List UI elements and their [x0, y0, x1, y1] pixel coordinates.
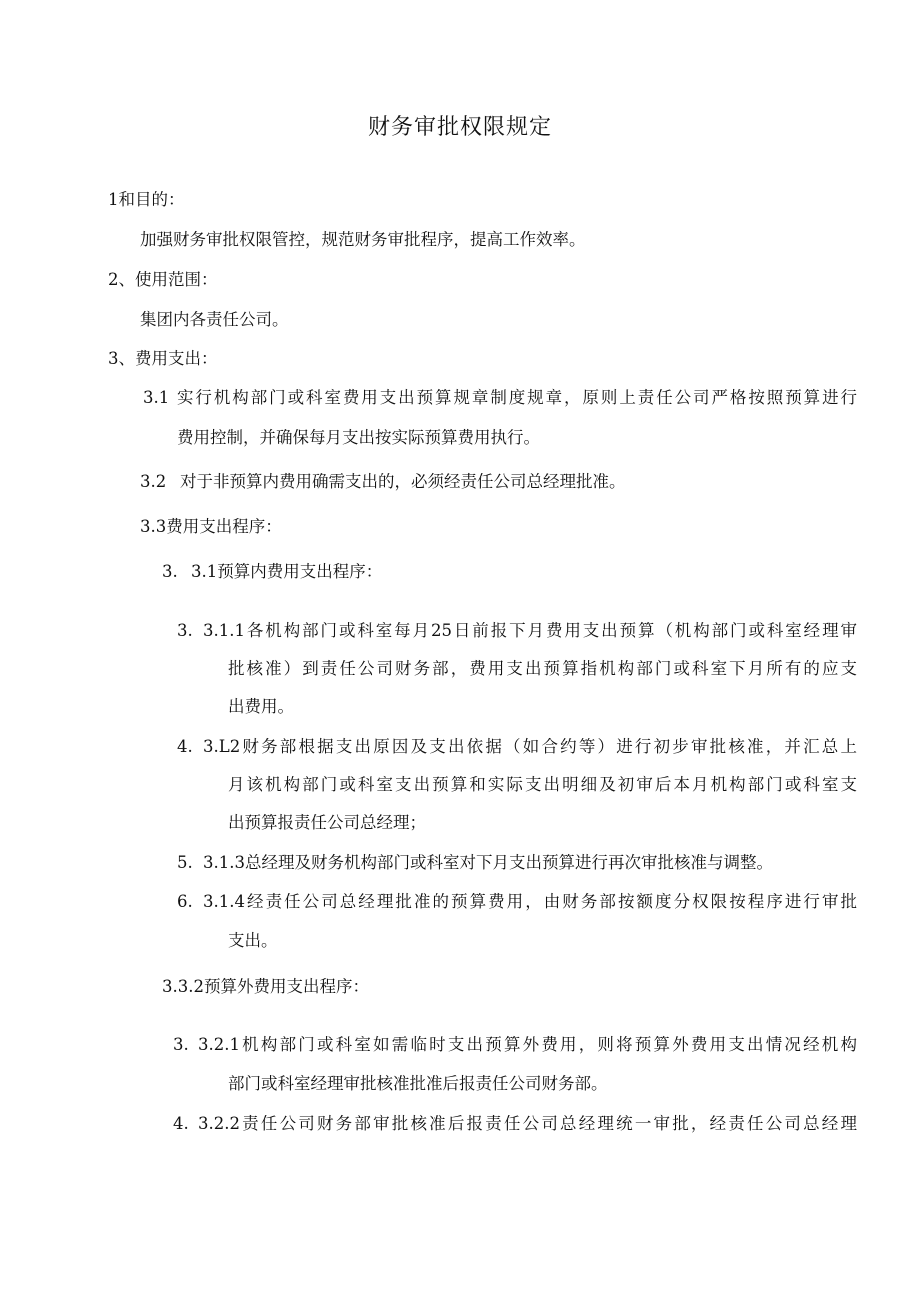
- item-3-1-4-number: 6.: [177, 892, 193, 911]
- item-3-1-1-number: 3.: [177, 621, 193, 640]
- item-3-2-2-number: 4.: [173, 1114, 189, 1133]
- item-3-2-1-line-2: 部门或科室经理审批核准批准后报责任公司财务部。: [228, 1074, 608, 1093]
- section-1-heading: 1和目的：: [108, 190, 185, 209]
- section-1-body: 加强财务审批权限管控，规范财务审批程序，提高工作效率。: [140, 230, 586, 249]
- item-3-1-1-line-2: 批核准）到责任公司财务部，费用支出预算指机构部门或科室下月所有的应支: [228, 659, 857, 678]
- item-3-1-1-line-3: 出费用。: [228, 697, 294, 716]
- paragraph-3-2-text: 对于非预算内费用确需支出的，必须经责任公司总经理批准。: [180, 472, 626, 491]
- paragraph-3-3-2-heading: 3.3.2预算外费用支出程序：: [162, 977, 369, 996]
- paragraph-3-3-1-heading: 3.1预算内费用支出程序：: [191, 562, 383, 581]
- item-3-1-2-line-2: 月该机构部门或科室支出预算和实际支出明细及初审后本月机构部门或科室支: [228, 775, 857, 794]
- paragraph-3-2-number: 3.2: [140, 472, 167, 491]
- paragraph-3-1-number: 3.1: [143, 388, 170, 407]
- document-title: 财务审批权限规定: [367, 115, 552, 140]
- item-3-1-4-line-1: 3.1.4经责任公司总经理批准的预算费用，由财务部按额度分权限按程序进行审批: [203, 892, 857, 911]
- paragraph-3-1-line-2: 费用控制，并确保每月支出按实际预算费用执行。: [177, 428, 540, 447]
- item-3-2-1-number: 3.: [173, 1035, 189, 1054]
- paragraph-3-3-1-number: 3.: [162, 562, 178, 581]
- item-3-1-1-line-1: 3.1.1各机构部门或科室每月25日前报下月费用支出预算（机构部门或科室经理审: [203, 621, 857, 640]
- item-3-1-2-line-1: 3.L2财务部根据支出原因及支出依据（如合约等）进行初步审批核准，并汇总上: [203, 737, 857, 756]
- section-2-body: 集团内各责任公司。: [140, 310, 289, 329]
- paragraph-3-3-heading: 3.3费用支出程序：: [140, 517, 282, 536]
- item-3-1-3-number: 5.: [177, 853, 193, 872]
- section-3-heading: 3、费用支出：: [108, 349, 218, 368]
- item-3-2-2-line-1: 3.2.2责任公司财务部审批核准后报责任公司总经理统一审批，经责任公司总经理: [198, 1114, 857, 1133]
- section-2-heading: 2、使用范围：: [108, 270, 218, 289]
- item-3-1-2-line-3: 出预算报责任公司总经理；: [228, 813, 426, 832]
- item-3-1-4-line-2: 支出。: [228, 931, 278, 950]
- item-3-1-3-line-1: 3.1.3总经理及财务机构部门或科室对下月支出预算进行再次审批核准与调整。: [203, 853, 773, 872]
- item-3-1-2-number: 4.: [177, 737, 193, 756]
- item-3-2-1-line-1: 3.2.1机构部门或科室如需临时支出预算外费用，则将预算外费用支出情况经机构: [198, 1035, 857, 1054]
- paragraph-3-1-line-1: 实行机构部门或科室费用支出预算规章制度规章，原则上责任公司严格按照预算进行: [177, 388, 857, 407]
